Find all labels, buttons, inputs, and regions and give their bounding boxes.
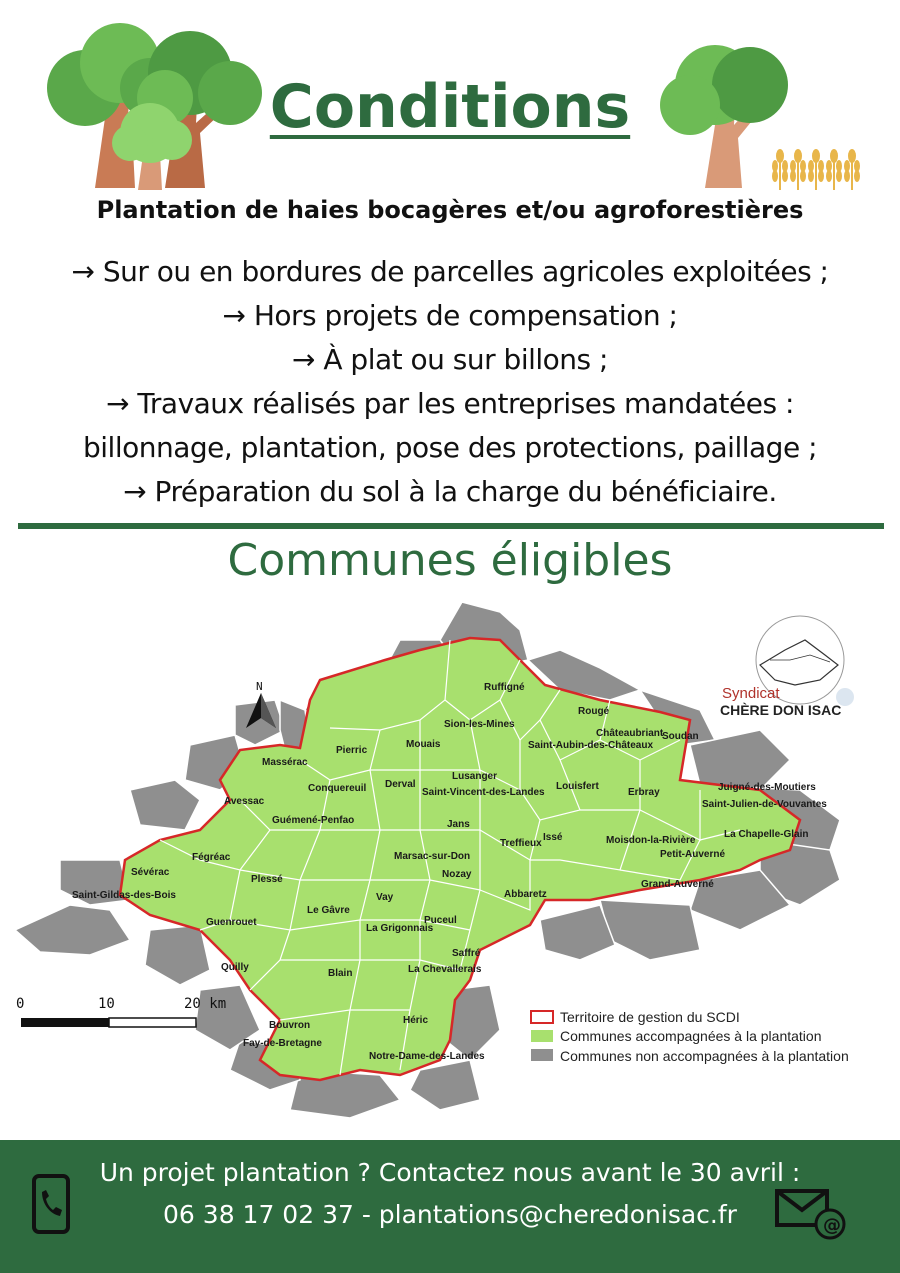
- logo-line2: CHÈRE DON ISAC: [720, 702, 842, 718]
- commune-label: Guenrouet: [206, 917, 257, 928]
- scale-bar: [16, 996, 226, 1027]
- commune-label: La Chevallerais: [408, 964, 482, 975]
- commune-label: Ruffigné: [484, 682, 525, 693]
- commune-label: Notre-Dame-des-Landes: [369, 1051, 485, 1062]
- commune-label: Erbray: [628, 787, 660, 798]
- wheat-icon: [772, 149, 860, 190]
- commune-label: Petit-Auverné: [660, 849, 726, 860]
- legend-label: Communes accompagnées à la plantation: [560, 1028, 822, 1044]
- commune-label: Saint-Aubin-des-Châteaux: [528, 740, 654, 751]
- commune-label: Rougé: [578, 706, 610, 717]
- commune-label: Abbaretz: [504, 889, 547, 900]
- commune-label: Grand-Auverné: [641, 879, 714, 890]
- section-title: Communes éligibles: [227, 535, 673, 586]
- map-legend: [531, 1009, 849, 1064]
- north-label: N: [256, 680, 263, 693]
- page-subtitle: Plantation de haies bocagères et/ou agroforestières: [96, 196, 804, 224]
- commune-label: Louisfert: [556, 781, 599, 792]
- legend-swatch-non-eligible: [531, 1049, 553, 1061]
- commune-label: Bouvron: [269, 1020, 311, 1031]
- condition-item: → Préparation du sol à la charge du bénéficiaire.: [123, 475, 777, 508]
- commune-label: Guémené-Penfao: [272, 815, 355, 826]
- commune-label: Treffieux: [500, 838, 542, 849]
- commune-label: Saint-Julien-de-Vouvantes: [702, 799, 827, 810]
- commune-label: Nozay: [442, 869, 472, 880]
- commune-label: Mouais: [406, 739, 441, 750]
- contact-prompt: Un projet plantation ? Contactez nous avant le 30 avril :: [99, 1158, 801, 1187]
- section-divider: [18, 523, 884, 529]
- commune-label: Quilly: [221, 962, 249, 973]
- commune-label: Sion-les-Mines: [444, 719, 515, 730]
- syndicat-logo: [720, 616, 854, 718]
- commune-label: Fégréac: [192, 852, 231, 863]
- commune-label: Saint-Gildas-des-Bois: [72, 890, 176, 901]
- condition-item: → Sur ou en bordures de parcelles agricoles exploitées ;: [71, 255, 829, 288]
- contact-details: 06 38 17 02 37 - plantations@cheredonisac.fr: [163, 1200, 737, 1229]
- commune-label: Derval: [385, 779, 416, 790]
- scale-tick-label: 0: [16, 996, 25, 1012]
- commune-label: Blain: [328, 968, 353, 979]
- commune-label: Le Gâvre: [307, 905, 350, 916]
- condition-item: billonnage, plantation, pose des protections, paillage ;: [82, 431, 817, 464]
- commune-label: Saffré: [452, 948, 481, 959]
- commune-label: La Chapelle-Glain: [724, 829, 809, 840]
- commune-label: Plessé: [251, 874, 283, 885]
- logo-line1: Syndicat: [722, 685, 780, 702]
- commune-label: Juigné-des-Moutiers: [718, 782, 816, 793]
- commune-label: Fay-de-Bretagne: [243, 1038, 322, 1049]
- svg-text:@: @: [823, 1215, 841, 1236]
- condition-item: → Travaux réalisés par les entreprises mandatées :: [106, 387, 794, 420]
- commune-label: Massérac: [262, 757, 308, 768]
- commune-label: Soudan: [662, 731, 699, 742]
- page-title: Conditions: [269, 72, 631, 142]
- commune-label: Châteaubriant: [596, 728, 664, 739]
- condition-item: → Hors projets de compensation ;: [222, 299, 678, 332]
- legend-label: Territoire de gestion du SCDI: [560, 1009, 740, 1025]
- commune-label: Issé: [543, 832, 563, 843]
- commune-label: Jans: [447, 819, 470, 830]
- commune-label: Moisdon-la-Rivière: [606, 835, 696, 846]
- commune-label: Puceul: [424, 915, 457, 926]
- conditions-list: [0, 250, 900, 514]
- scale-tick-label: 10: [98, 996, 115, 1012]
- contact-footer: [0, 1140, 900, 1273]
- commune-label: Conquereuil: [308, 783, 367, 794]
- condition-item: → À plat ou sur billons ;: [292, 343, 608, 376]
- commune-label: Sévérac: [131, 867, 170, 878]
- commune-label: Lusanger: [452, 771, 498, 782]
- commune-label: Avessac: [224, 796, 265, 807]
- legend-label: Communes non accompagnées à la plantation: [560, 1048, 849, 1064]
- territory-map: [0, 590, 900, 1135]
- scale-tick-label: 20 km: [184, 996, 227, 1012]
- commune-label: Saint-Vincent-des-Landes: [422, 787, 545, 798]
- commune-label: Marsac-sur-Don: [394, 851, 471, 862]
- commune-label: Héric: [403, 1015, 429, 1026]
- legend-swatch-eligible: [531, 1030, 553, 1042]
- commune-label: Vay: [376, 892, 394, 903]
- legend-swatch-boundary: [531, 1011, 553, 1023]
- commune-label: Pierric: [336, 745, 368, 756]
- commune-label: La Grigonnais: [366, 923, 434, 934]
